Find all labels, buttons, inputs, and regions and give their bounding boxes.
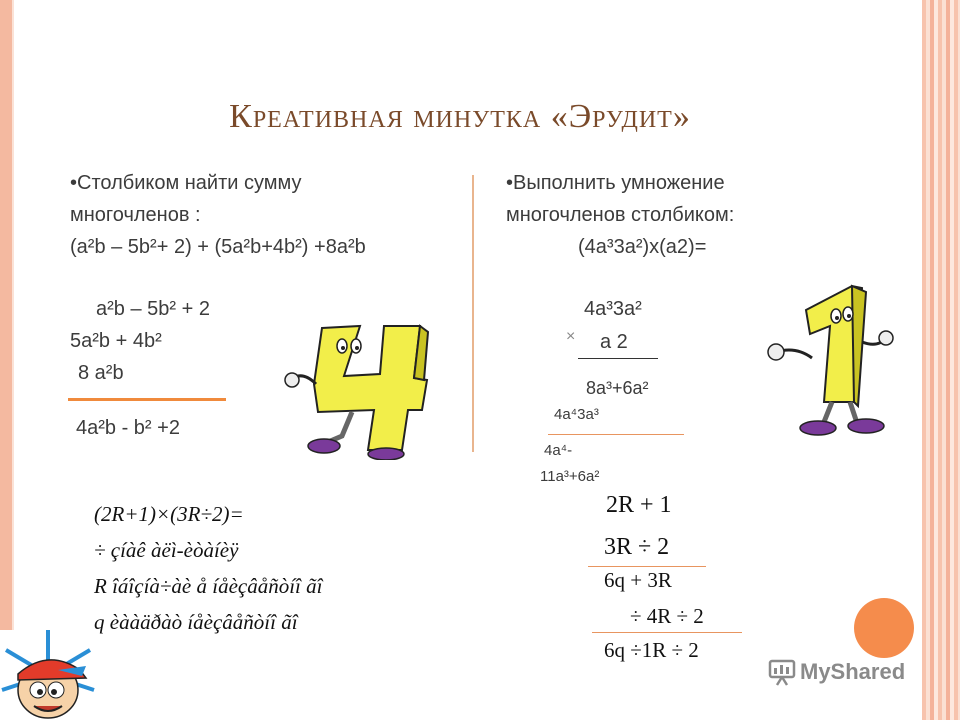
right-frame-stripes [922, 0, 960, 720]
left-row3: 8 a²b [78, 362, 124, 384]
formula-line2: ÷ çíàê àëì-èòàíèÿ [94, 538, 239, 562]
right-row4: 4a⁴3a³ [554, 406, 599, 423]
left-task-line2: многочленов : [70, 204, 201, 226]
right-row3: 8a³+6a² [586, 378, 649, 398]
left-frame-stripe [0, 0, 14, 630]
right-sum-line [548, 434, 684, 435]
right-row5a: 4a⁴- [544, 442, 573, 459]
right-task-line1: •Выполнить умножение [506, 172, 725, 194]
decorative-orange-circle [854, 598, 914, 658]
column-line5: 6q ÷1R ÷ 2 [604, 638, 699, 662]
presentation-icon [768, 658, 796, 686]
formula-line1: (2R+1)×(3R÷2)= [94, 502, 244, 526]
right-mult-line [578, 358, 658, 359]
left-row1: a²b – 5b² + 2 [96, 298, 210, 320]
right-row5b: 11a³+6a² [540, 468, 600, 485]
column-line3: 6q + 3R [604, 568, 672, 592]
left-row2: 5a²b + 4b² [70, 330, 162, 352]
logo-text: MyShared [800, 659, 906, 684]
number-four-character [282, 318, 432, 460]
left-sum-line [68, 398, 226, 401]
number-one-character [766, 282, 900, 440]
formula-line4: q èààäðàò íåèçâåñòíî ãî [94, 610, 298, 634]
column-line2: 3R ÷ 2 [604, 534, 670, 560]
formula-line3: R îáîçíà÷àè å íåèçâåñòíî ãî [94, 574, 323, 598]
column-sum-line [592, 632, 742, 633]
myshared-logo [768, 658, 905, 686]
column-line4: ÷ 4R ÷ 2 [630, 604, 704, 628]
right-task-line2: многочленов столбиком: [506, 204, 735, 226]
cartoon-boy-icon [0, 630, 96, 720]
times-sign: × [566, 328, 576, 345]
column-mult-line [588, 566, 706, 567]
slide-title: Креативная минутка «Эрудит» [229, 98, 691, 135]
right-task-line3: (4a³3a²)x(a2)= [578, 236, 707, 258]
column-line1: 2R + 1 [606, 492, 672, 518]
left-result: 4a²b - b² +2 [76, 417, 180, 439]
right-row1: 4a³3a² [584, 298, 642, 320]
left-task-line1: •Столбиком найти сумму [70, 172, 302, 194]
column-divider [472, 175, 474, 452]
right-row2: a 2 [600, 331, 628, 353]
left-task-line3: (a²b – 5b²+ 2) + (5a²b+4b²) +8a²b [70, 236, 366, 258]
